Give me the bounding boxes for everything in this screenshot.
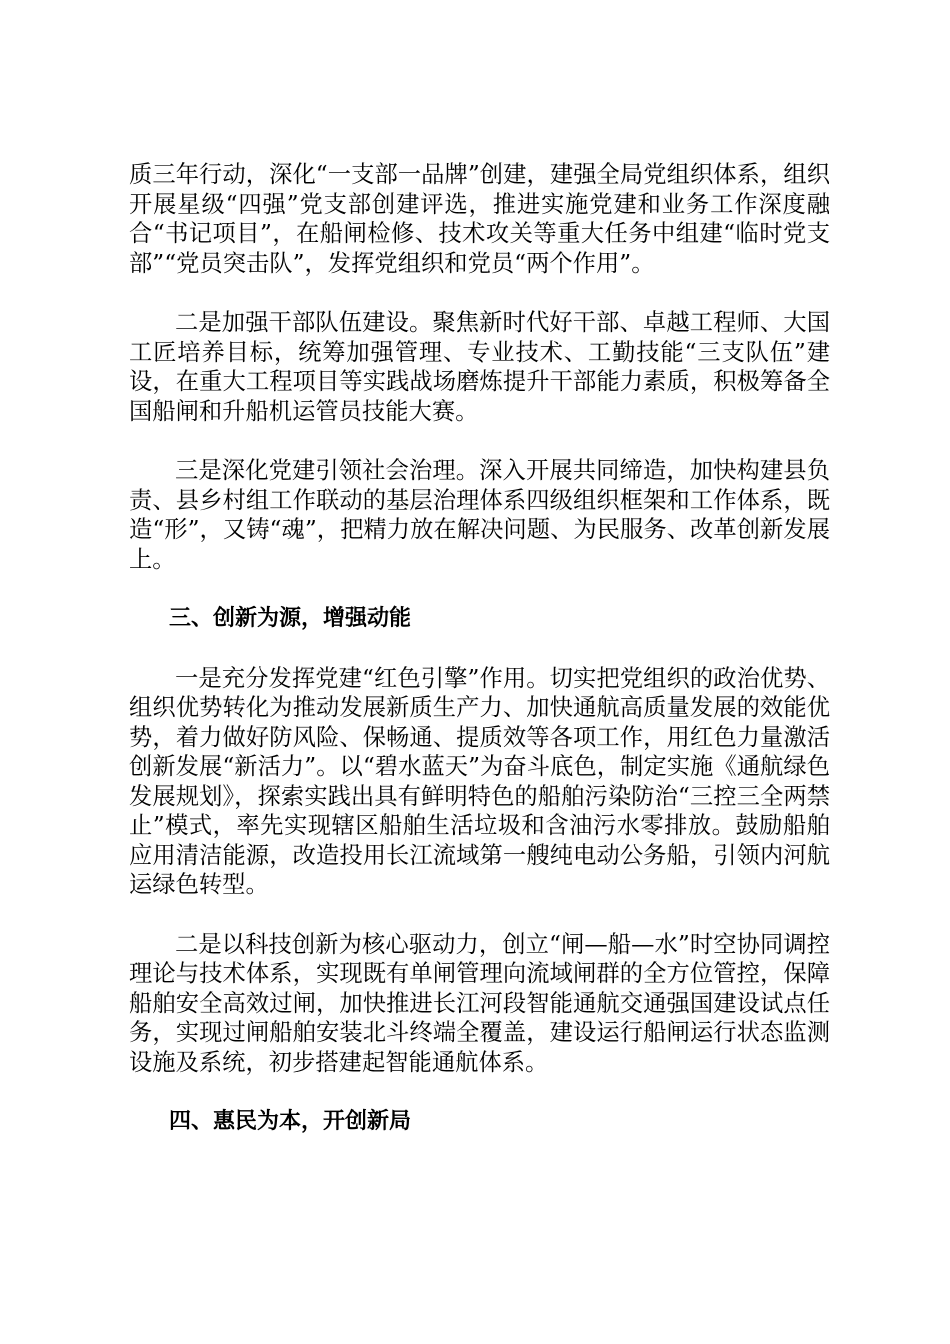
section-heading-innovation: 三、创新为源，增强动能 [169,606,412,631]
paragraph-tech-innovation: 二是以科技创新为核心驱动力，创立“闸—船—水”时空协同调控理论与技术体系，实现既有单闸管理向流域闸群的全方位管控，保障船舶安全高效过闸，加快推进长江河段智能通航交通强国建设试点任务，实现过闸船舶安装北斗终端全覆盖，建设运行船闸运行状态监测设施及系统，初步搭建起智能通航体系。 [129,930,830,1076]
document-page [129,160,830,1167]
paragraph-social-governance: 三是深化党建引领社会治理。深入开展共同缔造，加快构建县负责、县乡村组工作联动的基层治理体系四级组织框架和工作体系，既造“形”，又铸“魂”，把精力放在解决问题、为民服务、改革创新发展上。 [129,457,830,573]
section-heading-benefit-people: 四、惠民为本，开创新局 [169,1109,412,1134]
paragraph-cadre-team-building: 二是加强干部队伍建设。聚焦新时代好干部、卓越工程师、大国工匠培养目标，统筹加强管理、专业技术、工勤技能“三支队伍”建设，在重大工程项目等实践战场磨炼提升干部能力素质，积极筹备全国船闸和升船机运管员技能大赛。 [129,309,830,425]
paragraph-party-organization-continued: 质三年行动，深化“一支部一品牌”创建，建强全局党组织体系，组织开展星级“四强”党支部创建评选，推进实施党建和业务工作深度融合“书记项目”，在船闸检修、技术攻关等重大任务中组建“临时党支部”“党员突击队”，发挥党组织和党员“两个作用”。 [129,161,830,277]
paragraph-red-engine: 一是充分发挥党建“红色引擎”作用。切实把党组织的政治优势、组织优势转化为推动发展新质生产力、加快通航高质量发展的效能优势，着力做好防风险、保畅通、提质效等各项工作，用红色力量激活创新发展“新活力”。以“碧水蓝天”为奋斗底色，制定实施《通航绿色发展规划》，探索实践出具有鲜明特色的船舶污染防治“三控三全两禁止”模式，率先实现辖区船舶生活垃圾和含油污水零排放。鼓励船舶应用清洁能源，改造投用长江流域第一艘纯电动公务船，引领内河航运绿色转型。 [129,664,830,898]
